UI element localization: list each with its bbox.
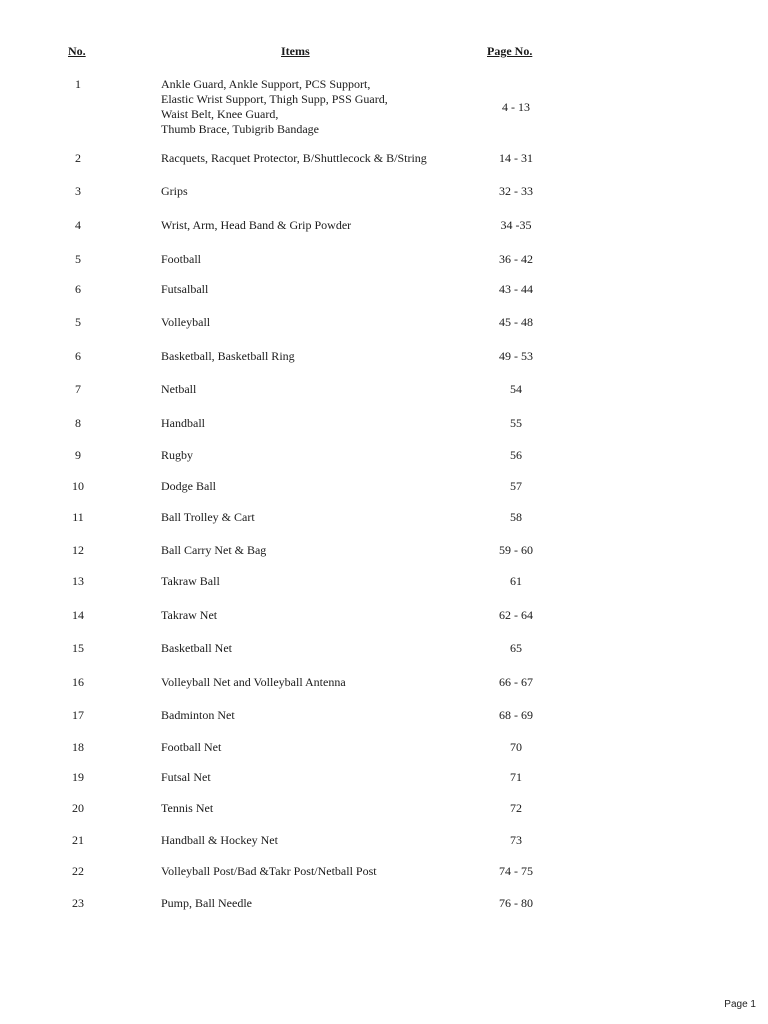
row-items [161,641,461,656]
row-items [161,184,461,199]
item-line: Netball [161,382,197,396]
row-page-range: 62 - 64 [499,608,533,622]
item-line: Futsalball [161,282,209,296]
row-items [161,282,461,297]
item-line: Ankle Guard, Ankle Support, PCS Support, [161,77,371,91]
row-page-range: 72 [510,801,522,815]
row-items [161,315,461,330]
item-line: Volleyball Post/Bad &Takr Post/Netball Post [161,864,377,878]
item-line: Rugby [161,448,194,462]
row-page-range: 45 - 48 [499,315,533,329]
row-number: 2 [75,151,81,165]
row-number: 9 [75,448,81,462]
item-line: Dodge Ball [161,479,216,493]
row-items [161,833,461,848]
row-number: 7 [75,382,81,396]
row-number: 22 [72,864,84,878]
row-number: 6 [75,349,81,363]
row-number: 17 [72,708,84,722]
row-page-range: 76 - 80 [499,896,533,910]
row-page-range: 70 [510,740,522,754]
item-line: Football [161,252,202,266]
item-line: Takraw Net [161,608,218,622]
row-items [161,543,461,558]
row-items [161,574,461,589]
row-items [161,252,461,267]
item-line: Tennis Net [161,801,214,815]
item-line: Handball & Hockey Net [161,833,278,847]
item-line: Ball Carry Net & Bag [161,543,267,557]
row-items [161,708,461,723]
item-line: Grips [161,184,188,198]
item-line: Handball [161,416,205,430]
row-page-range: 59 - 60 [499,543,533,557]
header-items: Items [281,44,310,58]
row-page-range: 14 - 31 [499,151,533,165]
item-line: Waist Belt, Knee Guard, [161,107,279,121]
row-page-range: 61 [510,574,522,588]
row-number: 21 [72,833,84,847]
item-line: Wrist, Arm, Head Band & Grip Powder [161,218,352,232]
row-items [161,448,461,463]
row-page-range: 56 [510,448,522,462]
row-page-range: 43 - 44 [499,282,533,296]
row-page-range: 55 [510,416,522,430]
item-line: Basketball, Basketball Ring [161,349,295,363]
row-number: 4 [75,218,81,232]
row-items [161,479,461,494]
row-page-range: 57 [510,479,522,493]
row-number: 1 [75,77,81,91]
row-number: 18 [72,740,84,754]
row-number: 5 [75,315,81,329]
row-number: 15 [72,641,84,655]
item-line: Futsal Net [161,770,211,784]
item-line: Racquets, Racquet Protector, B/Shuttlecock & B/String [161,151,427,165]
row-number: 14 [72,608,84,622]
row-number: 8 [75,416,81,430]
row-items [161,218,461,233]
row-page-range: 32 - 33 [499,184,533,198]
row-page-range: 65 [510,641,522,655]
row-number: 10 [72,479,84,493]
row-items [161,349,461,364]
row-items [161,416,461,431]
row-items [161,864,461,879]
row-page-range: 74 - 75 [499,864,533,878]
row-items [161,740,461,755]
row-number: 6 [75,282,81,296]
row-number: 16 [72,675,84,689]
row-items [161,382,461,397]
row-items [161,801,461,816]
row-page-range: 36 - 42 [499,252,533,266]
row-number: 13 [72,574,84,588]
item-line: Volleyball Net and Volleyball Antenna [161,675,346,689]
row-page-range: 49 - 53 [499,349,533,363]
row-number: 12 [72,543,84,557]
row-number: 11 [72,510,84,524]
item-line: Volleyball [161,315,211,329]
row-page-range: 4 - 13 [502,99,530,114]
row-items [161,151,461,166]
row-page-range: 68 - 69 [499,708,533,722]
item-line: Pump, Ball Needle [161,896,252,910]
item-line: Football Net [161,740,222,754]
row-items [161,510,461,525]
item-line: Takraw Ball [161,574,220,588]
header-page-no: Page No. [487,44,533,58]
header-no: No. [68,44,86,58]
row-items [161,608,461,623]
row-items [161,770,461,785]
item-line: Basketball Net [161,641,232,655]
item-line: Thumb Brace, Tubigrib Bandage [161,122,319,136]
row-page-range: 71 [510,770,522,784]
row-page-range: 73 [510,833,522,847]
row-page-range: 34 -35 [500,218,532,232]
row-page-range: 54 [510,382,522,396]
row-page-range: 58 [510,510,522,524]
page-footer: Page 1 [724,999,756,1010]
row-page-range: 66 - 67 [499,675,533,689]
item-line: Elastic Wrist Support, Thigh Supp, PSS Guard, [161,92,388,106]
row-items [161,675,461,690]
row-items [161,896,461,911]
row-items [161,77,461,137]
row-number: 5 [75,252,81,266]
row-number: 20 [72,801,84,815]
row-number: 23 [72,896,84,910]
item-line: Ball Trolley & Cart [161,510,255,524]
item-line: Badminton Net [161,708,235,722]
row-number: 19 [72,770,84,784]
row-number: 3 [75,184,81,198]
